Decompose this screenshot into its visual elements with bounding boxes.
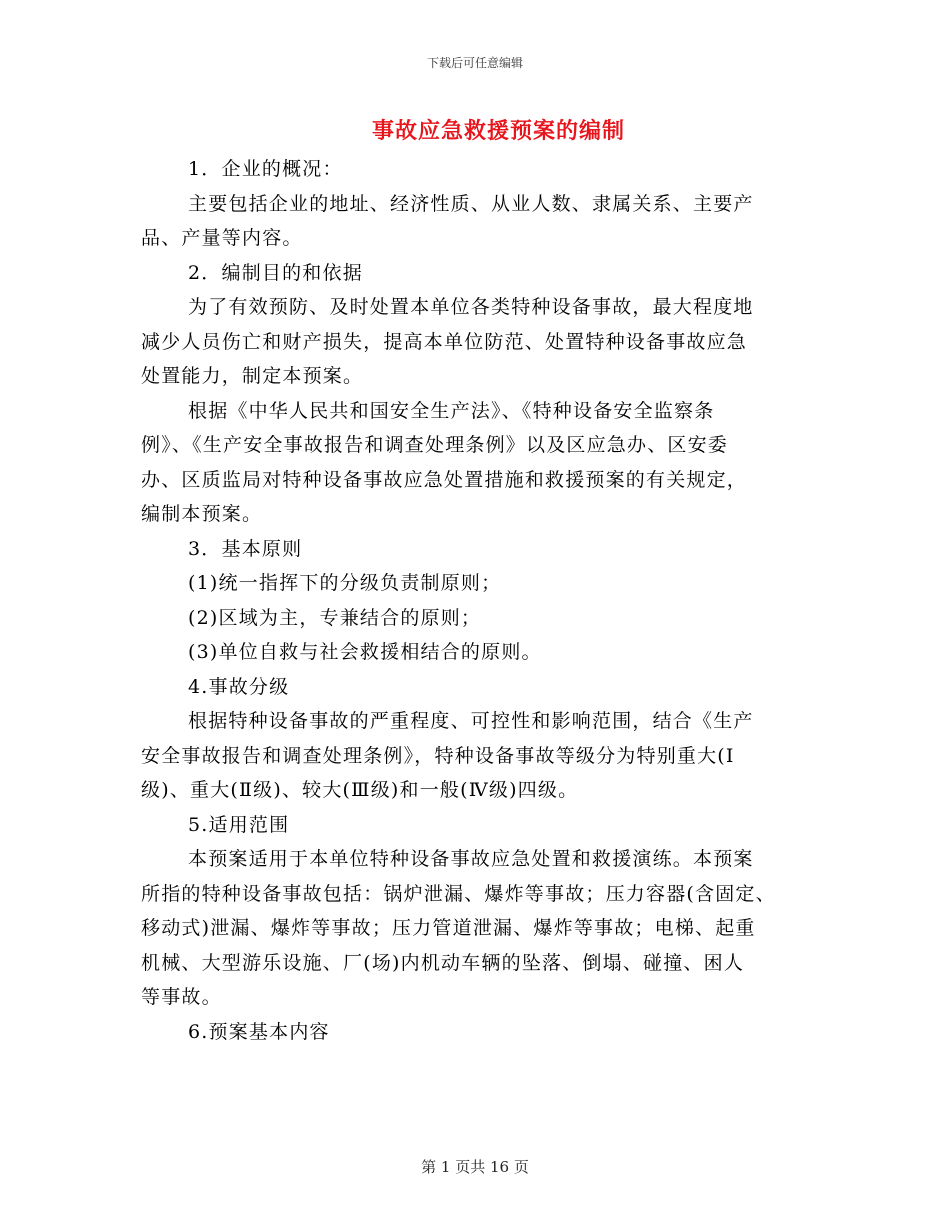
body-line: 主要包括企业的地址、经济性质、从业人数、隶属关系、主要产	[188, 192, 754, 215]
body-line: 根据《中华人民共和国安全生产法》、《特种设备安全监察条	[188, 399, 715, 422]
body-line: 1．企业的概况：	[188, 158, 343, 180]
body-line: 所指的特种设备事故包括：锅炉泄漏、爆炸等事故；压力容器(含固定、	[141, 882, 776, 905]
body-line: (2)区域为主，专兼结合的原则；	[188, 606, 482, 629]
body-line: 等事故。	[141, 986, 222, 1008]
body-line: 3．基本原则	[188, 537, 303, 560]
body-line: 6.预案基本内容	[188, 1020, 330, 1043]
body-line: 4.事故分级	[188, 675, 290, 698]
document-title: 事故应急救援预案的编制	[371, 118, 625, 144]
body-line: 2．编制目的和依据	[188, 261, 363, 284]
body-line: 机械、大型游乐设施、厂(场)内机动车辆的坠落、倒塌、碰撞、困人	[141, 951, 745, 974]
body-line: 安全事故报告和调查处理条例》，特种设备事故等级分为特别重大(Ⅰ	[141, 744, 735, 767]
body-line: 本预案适用于本单位特种设备事故应急处置和救援演练。本预案	[188, 848, 754, 870]
body-line: 根据特种设备事故的严重程度、可控性和影响范围，结合《生产	[188, 710, 754, 732]
page-header: 下载后可任意编辑	[426, 56, 523, 70]
body-line: 移动式)泄漏、爆炸等事故；压力管道泄漏、爆炸等事故；电梯、起重	[141, 917, 756, 939]
body-line: (1)统一指挥下的分级负责制原则；	[188, 572, 502, 594]
page-footer: 第 1 页共 16 页	[421, 1158, 529, 1176]
body-line: 办、区质监局对特种设备事故应急处置措施和救援预案的有关规定，	[141, 468, 748, 491]
body-line: 编制本预案。	[141, 503, 263, 525]
body-line: 减少人员伤亡和财产损失，提高本单位防范、处置特种设备事故应急	[141, 330, 748, 353]
body-line: 5.适用范围	[188, 813, 290, 836]
body-line: 处置能力，制定本预案。	[141, 365, 364, 387]
body-line: 品、产量等内容。	[141, 227, 303, 249]
body-line: 级)、重大(Ⅱ级)、较大(Ⅲ级)和一般(Ⅳ级)四级。	[141, 779, 579, 801]
body-line: (3)单位自救与社会救援相结合的原则。	[188, 641, 542, 663]
body-line: 例》、《生产安全事故报告和调查处理条例》以及区应急办、区安委	[141, 434, 729, 456]
document-body	[141, 152, 803, 1049]
body-line: 为了有效预防、及时处置本单位各类特种设备事故，最大程度地	[188, 296, 754, 318]
